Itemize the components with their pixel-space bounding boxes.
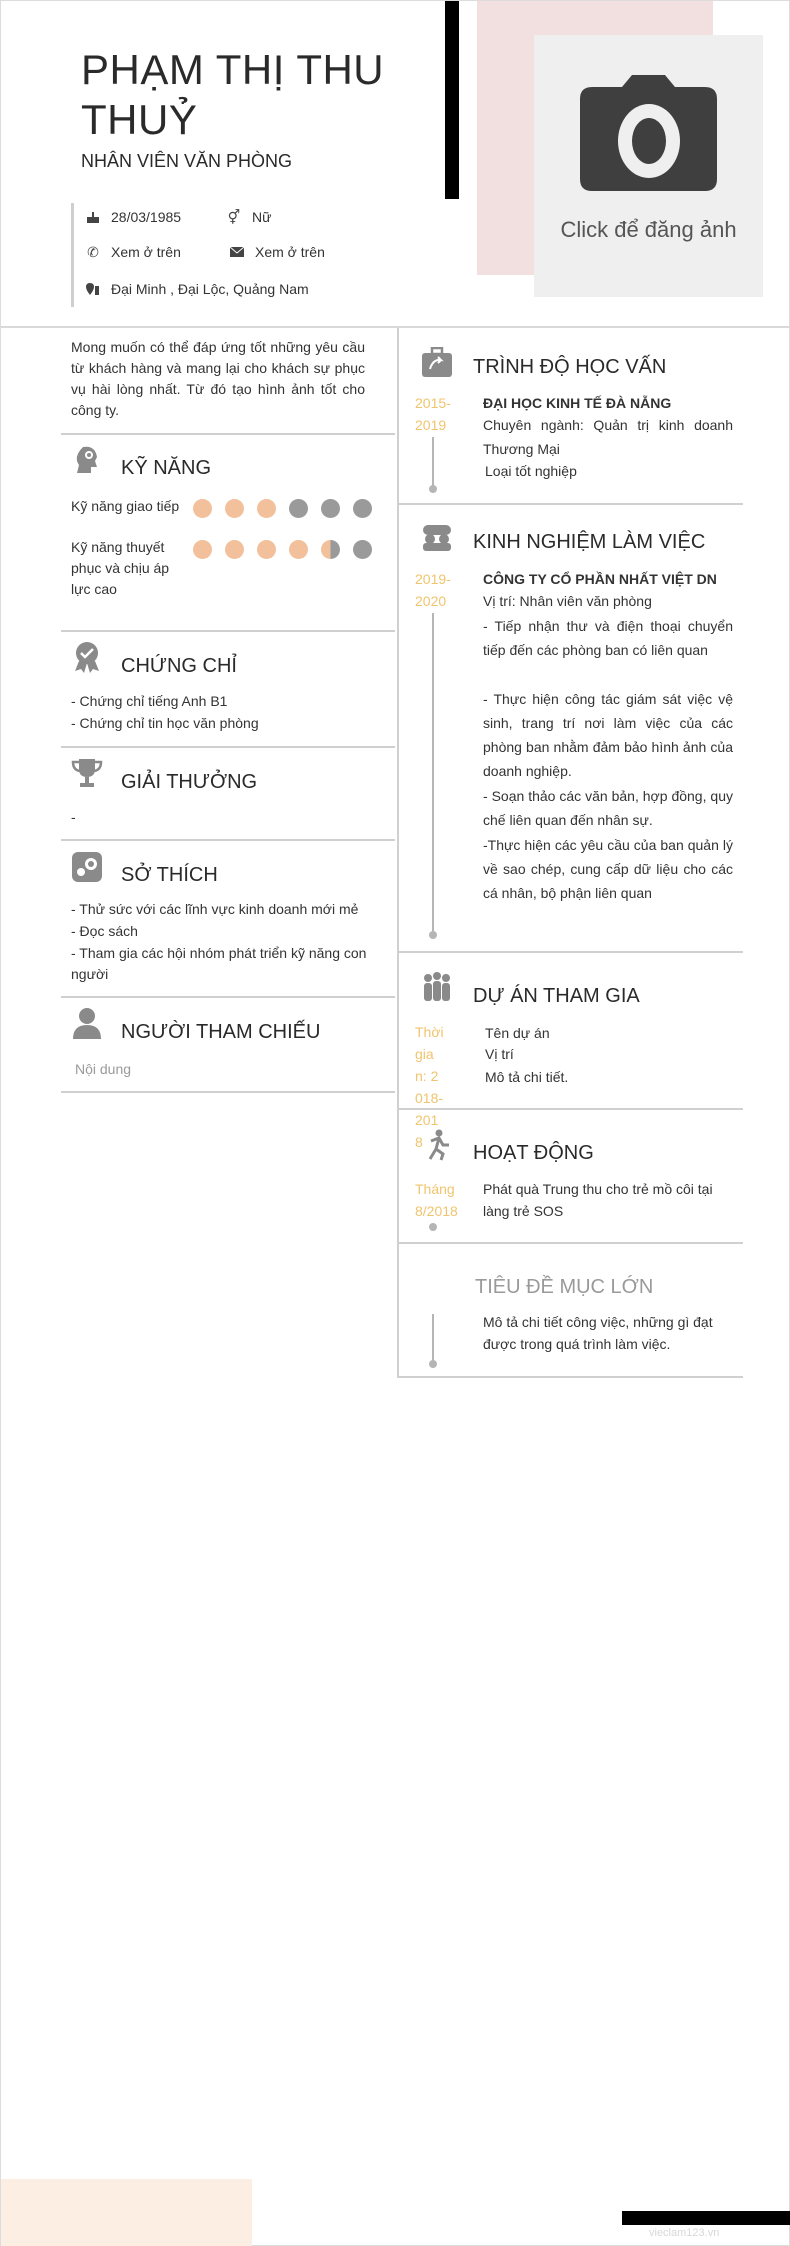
hobbies-title[interactable]: SỞ THÍCH <box>121 864 218 886</box>
rating-dot-filled[interactable] <box>225 540 244 559</box>
timeline-dot <box>429 1223 437 1231</box>
divider <box>397 1242 743 1244</box>
briefcase-icon <box>421 347 453 379</box>
header-divider <box>1 326 790 328</box>
projects-title[interactable]: DỰ ÁN THAM GIA <box>473 985 640 1007</box>
divider <box>61 746 395 748</box>
rating-dot-filled[interactable] <box>257 540 276 559</box>
email-value[interactable]: Xem ở trên <box>255 244 325 260</box>
custom-section-title[interactable]: TIÊU ĐỀ MỤC LỚN <box>475 1276 654 1298</box>
divider <box>397 1108 743 1110</box>
skill-name[interactable]: Kỹ năng giao tiếp <box>71 498 180 514</box>
divider <box>397 503 743 505</box>
hobby-item[interactable]: - Đọc sách <box>71 923 138 939</box>
project-time[interactable]: Thời gian: 2018-2018 <box>415 1024 444 1150</box>
activities-title[interactable]: HOẠT ĐỘNG <box>473 1142 594 1164</box>
hobby-item[interactable]: - Thử sức với các lĩnh vực kinh doanh mới mẻ <box>71 901 359 917</box>
phone-icon: ✆ <box>87 243 99 260</box>
running-person-icon <box>421 1129 453 1161</box>
decor-peach-block <box>1 2179 252 2246</box>
trophy-icon <box>71 757 103 789</box>
rating-dot-filled[interactable] <box>193 540 212 559</box>
project-description[interactable]: Mô tả chi tiết. <box>485 1069 569 1085</box>
skill-name[interactable]: Kỹ năng thuyết phục và chịu áp lực cao <box>71 539 170 597</box>
divider <box>397 1376 743 1378</box>
project-name[interactable]: Tên dự án <box>485 1025 550 1041</box>
gender-value[interactable]: Nữ <box>252 209 272 225</box>
divider <box>61 630 395 632</box>
address-row <box>85 281 309 297</box>
team-icon <box>421 971 453 1003</box>
job-title[interactable]: NHÂN VIÊN VĂN PHÒNG <box>81 151 293 171</box>
duty-item[interactable]: - Soạn thảo các văn bản, hợp đồng, quy chế liên quan đến nhân sự. <box>483 788 733 828</box>
skill-rating[interactable] <box>193 499 372 518</box>
rating-dot-empty[interactable] <box>353 499 372 518</box>
rating-dot-filled[interactable] <box>225 499 244 518</box>
experience-year[interactable]: 2019-2020 <box>415 571 451 609</box>
duty-item[interactable]: - Tiếp nhận thư và điện thoại chuyển tiếp đến các phòng ban có liên quan <box>483 618 733 658</box>
timeline-line <box>432 1314 434 1364</box>
right-column-border <box>397 328 399 1377</box>
gamepad-icon <box>71 851 103 883</box>
timeline-dot <box>429 485 437 493</box>
divider <box>61 433 395 435</box>
divider <box>61 996 395 998</box>
badge-icon <box>71 641 103 673</box>
envelope-icon <box>229 244 245 260</box>
decor-black-bar <box>445 1 459 199</box>
awards-title[interactable]: GIẢI THƯỞNG <box>121 771 258 793</box>
reference-content[interactable]: Nội dung <box>75 1061 132 1077</box>
project-role[interactable]: Vị trí <box>485 1046 514 1062</box>
candidate-name[interactable]: PHẠM THỊ THU THUỶ <box>81 46 385 143</box>
photo-upload-label[interactable]: Click để đăng ảnh <box>560 217 737 242</box>
education-title[interactable]: TRÌNH ĐỘ HỌC VẤN <box>473 356 667 378</box>
gender-row <box>226 209 271 225</box>
activity-content[interactable]: Phát quà Trung thu cho trẻ mồ côi tại làng trẻ SOS <box>483 1181 713 1219</box>
user-icon <box>71 1007 103 1039</box>
birthday-row <box>85 209 181 225</box>
timeline-dot <box>429 1360 437 1368</box>
activity-time[interactable]: Tháng 8/2018 <box>415 1181 458 1219</box>
rating-dot-empty[interactable] <box>289 499 308 518</box>
duty-item[interactable]: - Thực hiện công tác giám sát việc vệ sinh, trang trí nơi làm việc của các phòng ban nhằm đảm bảo hình ảnh của doanh nghiệp. <box>483 691 733 779</box>
divider <box>61 1091 395 1093</box>
camera-icon[interactable] <box>580 75 717 191</box>
rating-dot-empty[interactable] <box>353 540 372 559</box>
divider <box>397 951 743 953</box>
email-row <box>229 244 325 260</box>
cake-icon <box>85 209 101 225</box>
award-item[interactable]: - <box>71 809 76 825</box>
skill-rating[interactable] <box>193 540 372 559</box>
experience-title[interactable]: KINH NGHIỆM LÀM VIỆC <box>473 531 706 553</box>
certificate-item[interactable]: - Chứng chỉ tin học văn phòng <box>71 715 259 731</box>
divider <box>61 839 395 841</box>
grade[interactable]: Loại tốt nghiệp <box>485 463 577 479</box>
timeline-line <box>432 437 434 487</box>
phone-value[interactable]: Xem ở trên <box>111 244 181 260</box>
education-year[interactable]: 2015-2019 <box>415 395 451 433</box>
duty-item[interactable]: -Thực hiện các yêu cầu của ban quản lý về sao chép, cung cấp dữ liệu cho các cá nhân, bộ phận liên quan <box>483 837 733 901</box>
head-gear-icon <box>71 443 103 475</box>
major[interactable]: Chuyên ngành: Quản trị kinh doanh Thương Mại <box>483 417 733 457</box>
phone-row <box>85 244 181 260</box>
references-title[interactable]: NGƯỜI THAM CHIẾU <box>121 1021 321 1043</box>
users-icon <box>421 521 453 553</box>
decor-black-strip <box>622 2211 790 2225</box>
rating-dot-half[interactable] <box>321 540 340 559</box>
address-value[interactable]: Đại Minh , Đại Lộc, Quảng Nam <box>111 281 309 297</box>
skills-title[interactable]: KỸ NĂNG <box>121 457 212 479</box>
certificates-title[interactable]: CHỨNG CHỈ <box>121 655 237 677</box>
certificate-item[interactable]: - Chứng chỉ tiếng Anh B1 <box>71 693 228 709</box>
rating-dot-filled[interactable] <box>193 499 212 518</box>
timeline-line <box>432 613 434 935</box>
timeline-dot <box>429 931 437 939</box>
company-name[interactable]: CÔNG TY CỔ PHẦN NHẤT VIỆT DN <box>483 571 717 587</box>
career-objective[interactable]: Mong muốn có thể đáp ứng tốt những yêu cầu từ khách hàng và mang lại cho khách sự phục vụ hài lòng nhất. Từ đó tạo hình ảnh tốt cho công ty. <box>71 339 365 418</box>
custom-section-content[interactable]: Mô tả chi tiết công việc, những gì đạt được trong quá trình làm việc. <box>483 1314 713 1352</box>
rating-dot-empty[interactable] <box>321 499 340 518</box>
gender-icon: ⚥ <box>227 208 241 225</box>
hobby-item[interactable]: - Tham gia các hội nhóm phát triển kỹ năng con người <box>71 945 367 982</box>
rating-dot-filled[interactable] <box>289 540 308 559</box>
watermark: vieclam123.vn <box>649 2227 720 2239</box>
position[interactable]: Vị trí: Nhân viên văn phòng <box>483 593 652 609</box>
birthday-value[interactable]: 28/03/1985 <box>111 209 182 225</box>
map-pin-icon <box>85 281 101 297</box>
rating-dot-filled[interactable] <box>257 499 276 518</box>
school-name[interactable]: ĐẠI HỌC KINH TẾ ĐÀ NẴNG <box>483 395 672 411</box>
